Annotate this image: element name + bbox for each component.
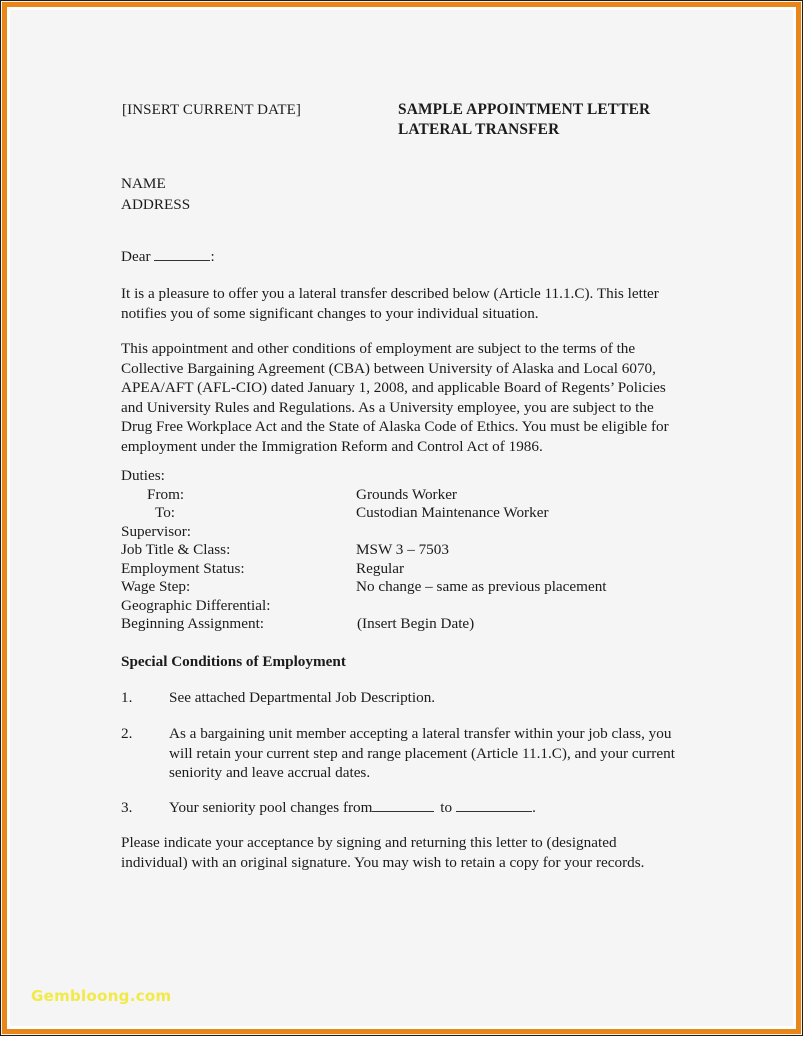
duties-label-employment-status: Employment Status: — [121, 559, 245, 577]
duties-value-employment-status: Regular — [356, 559, 405, 577]
list-item-text — [169, 798, 687, 818]
table-row — [121, 504, 691, 523]
paragraph-closing: Please indicate your acceptance by signing and returning this letter to (designated individual) with an original signature. You may wish to retain a copy for your records. — [121, 834, 645, 871]
letter-title-line-2: LATERAL TRANSFER — [398, 120, 560, 138]
table-row — [121, 523, 691, 542]
seniority-text-after: . — [532, 799, 536, 816]
salutation-blank-field — [154, 247, 210, 261]
list-item-number: 2. — [121, 725, 133, 742]
recipient-block — [121, 173, 190, 215]
salutation-suffix: : — [210, 248, 215, 265]
duties-label-job-title-class: Job Title & Class: — [121, 541, 231, 558]
duties-heading-row — [121, 467, 691, 486]
duties-value-wage-step: No change – same as previous placement — [356, 578, 607, 595]
paragraph-offer: It is a pleasure to offer you a lateral transfer described below (Article 11.1.C). This letter notifies you of some significant changes to your individual situation. — [121, 285, 659, 322]
duties-label-to: To: — [155, 504, 176, 521]
list-item-text: See attached Departmental Job Description. — [169, 689, 436, 706]
list-item-number: 1. — [121, 689, 133, 706]
letter-title — [398, 100, 650, 139]
list-item-number: 3. — [121, 799, 133, 816]
letter-title-line-1: SAMPLE APPOINTMENT LETTER — [398, 101, 651, 118]
seniority-text-middle: to — [440, 799, 453, 816]
duties-label-beginning-assignment: Beginning Assignment: — [121, 615, 265, 632]
duties-value-to: Custodian Maintenance Worker — [356, 504, 549, 521]
duties-value-beginning-assignment: (Insert Begin Date) — [357, 615, 475, 632]
seniority-to-blank-field — [456, 798, 532, 812]
table-row — [121, 615, 691, 634]
duties-label-wage-step: Wage Step: — [121, 578, 191, 595]
seniority-text-before: Your seniority pool changes from — [169, 799, 373, 816]
duties-heading: Duties: — [121, 467, 165, 484]
list-item — [121, 798, 687, 818]
site-watermark: Gembloong.com — [31, 987, 172, 1005]
list-item-text: As a bargaining unit member accepting a lateral transfer within your job class, you will retain your current step and range placement (Article 11.1.C), and your current seniority and leave accrual dates. — [169, 725, 675, 782]
salutation-line — [121, 247, 215, 267]
recipient-name: NAME — [121, 175, 166, 192]
table-row — [121, 486, 691, 505]
table-row — [121, 578, 691, 597]
recipient-address: ADDRESS — [121, 196, 191, 213]
table-row — [121, 597, 691, 616]
table-row — [121, 560, 691, 579]
duties-table — [121, 467, 691, 634]
table-row — [121, 541, 691, 560]
list-item — [121, 688, 687, 708]
letter-content — [1, 1, 803, 1037]
duties-label-supervisor: Supervisor: — [121, 522, 192, 540]
duties-label-from: From: — [147, 485, 185, 503]
duties-value-job-title-class: MSW 3 – 7503 — [356, 541, 449, 558]
date-placeholder: [INSERT CURRENT DATE] — [122, 102, 301, 118]
duties-value-from: Grounds Worker — [356, 485, 457, 503]
paragraph-cba-terms: This appointment and other conditions of employment are subject to the terms of the Collective Bargaining Agreement (CBA) between University of Alaska and Local 6070, APEA/AFT (AFL-CIO) dated January 1, 2008, and applicable Board of Regents’ Policies and University Rules and Regulations. As a University employee, you are subject to the Drug Free Workplace Act and the State of Alaska Code of Ethics. You must be eligible for employment under the Immigration Reform and Control Act of 1986. — [121, 340, 669, 455]
special-conditions-heading: Special Conditions of Employment — [121, 653, 346, 670]
salutation-prefix: Dear — [121, 248, 151, 265]
seniority-from-blank-field — [372, 798, 434, 812]
list-item — [121, 724, 687, 783]
duties-label-geographic-differential: Geographic Differential: — [121, 596, 271, 614]
